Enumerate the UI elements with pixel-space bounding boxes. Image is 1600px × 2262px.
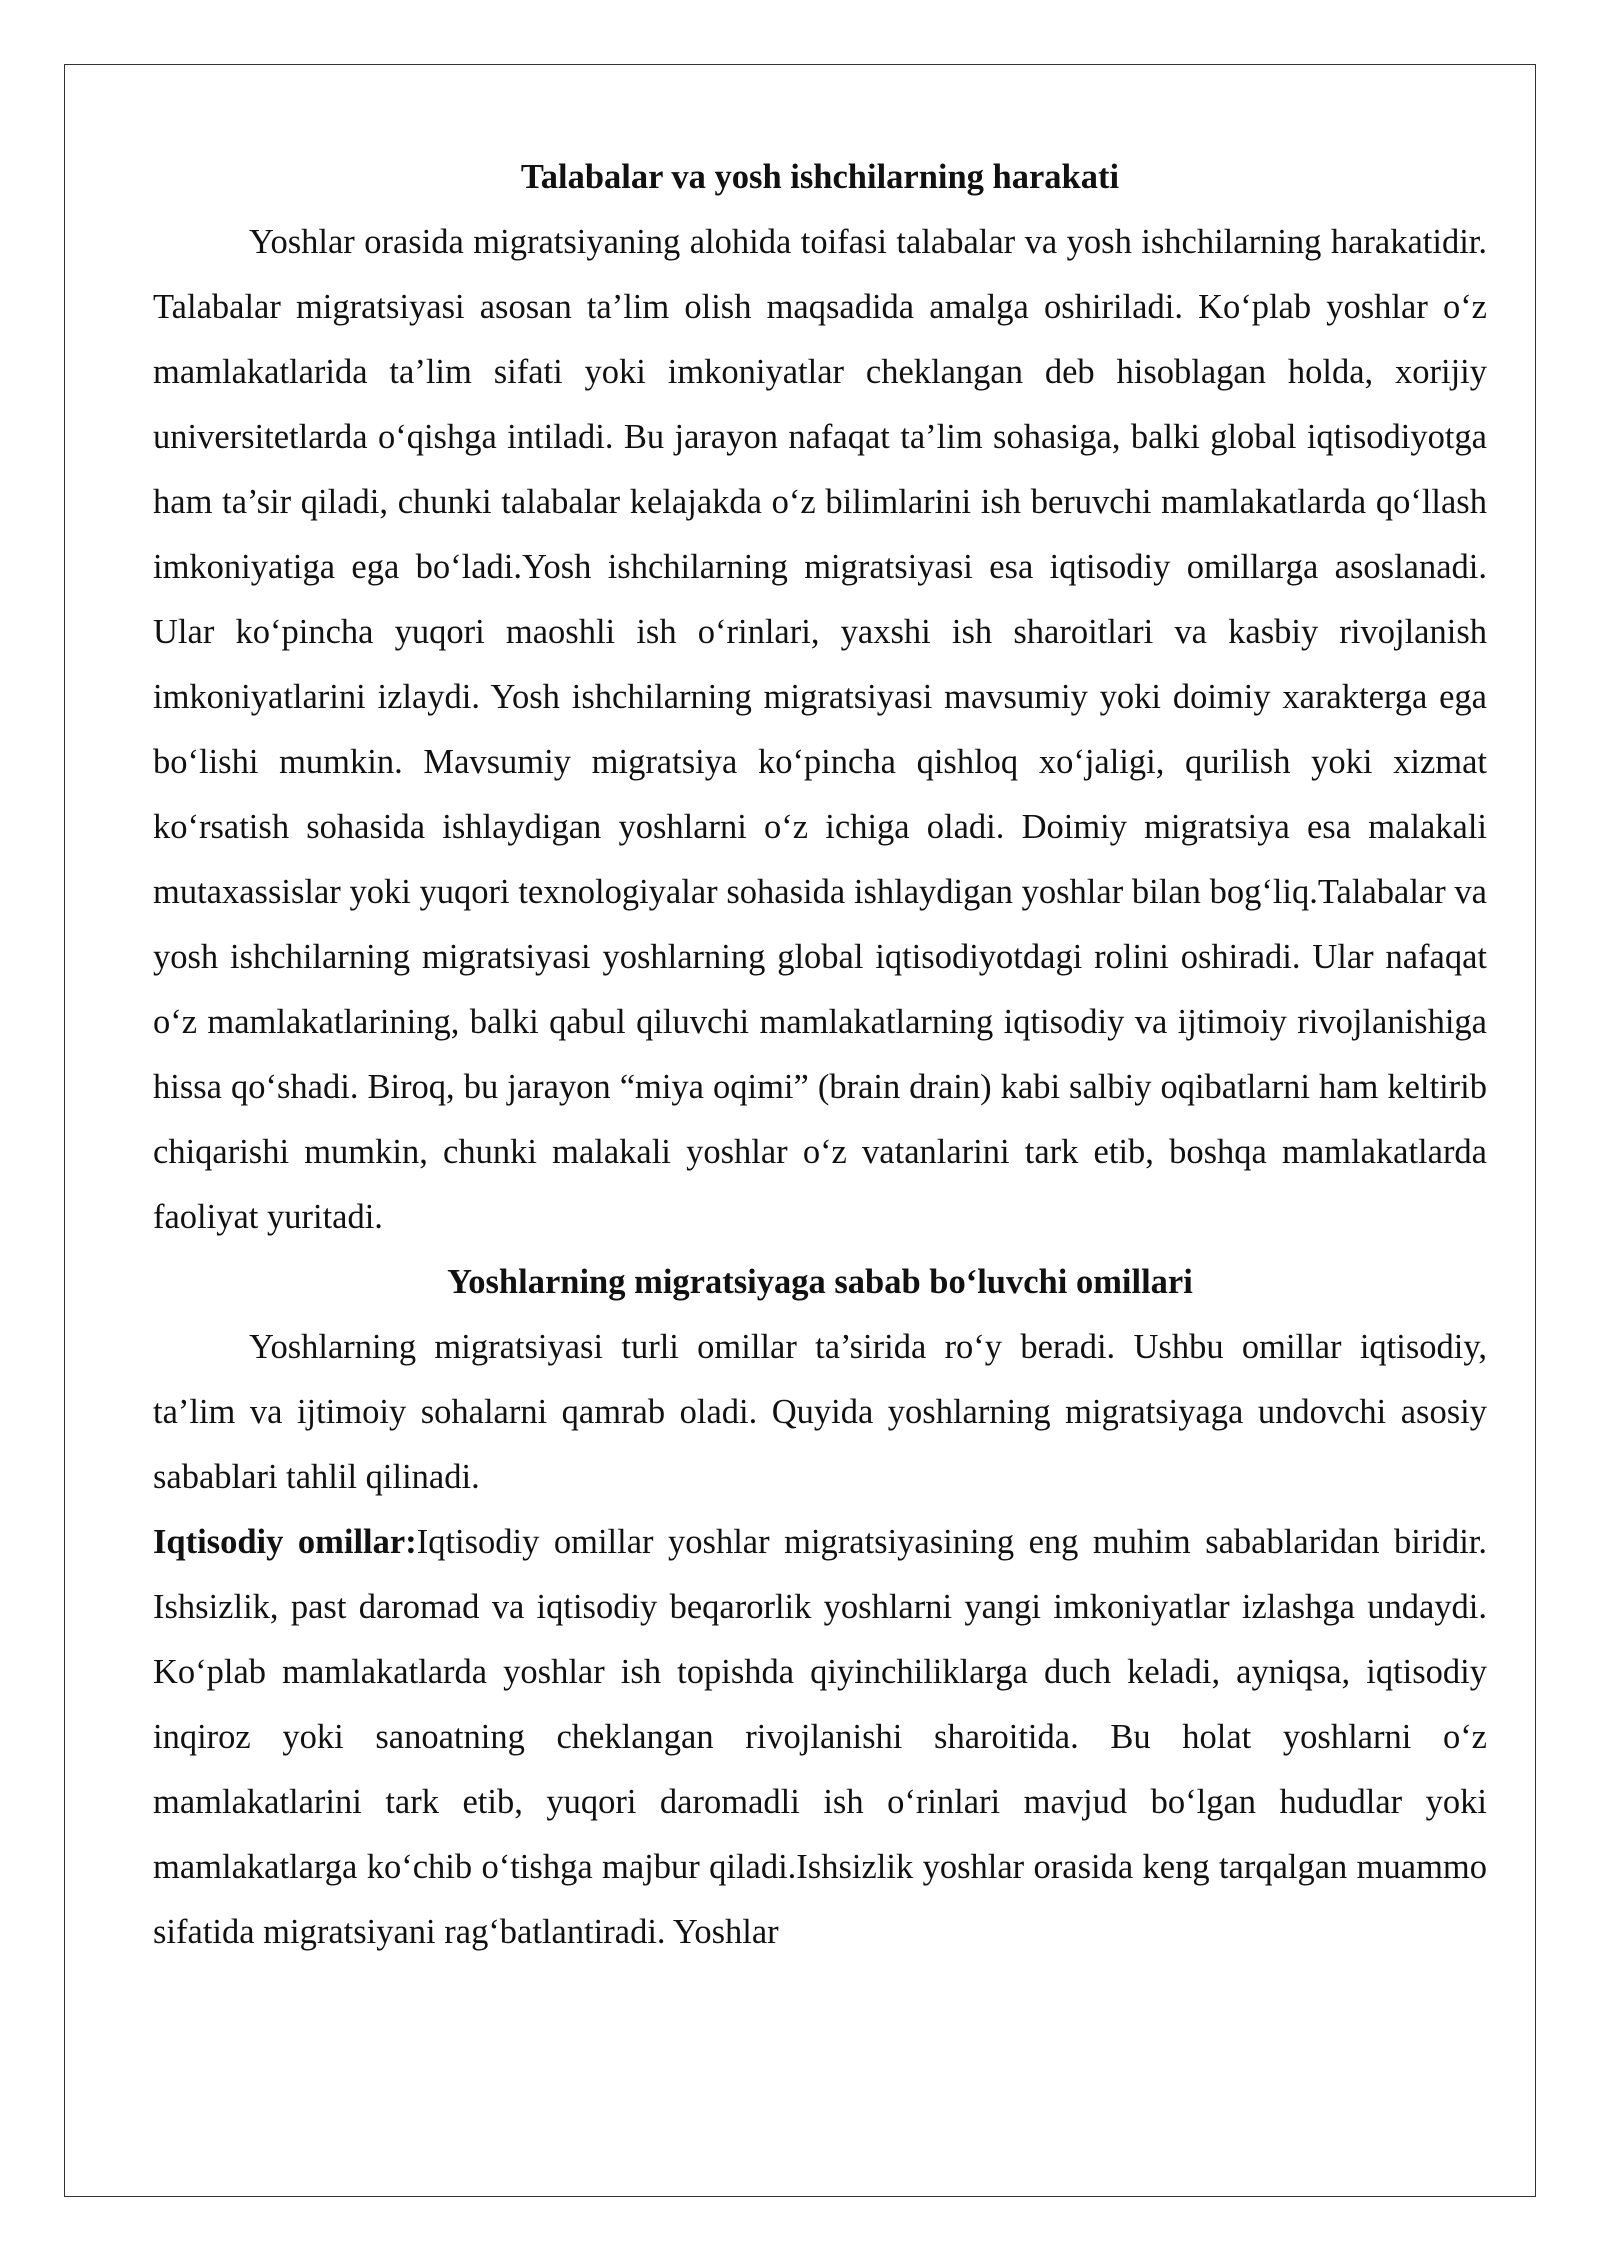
economic-factors-text: Iqtisodiy omillar yoshlar migratsiyasining eng muhim sabablaridan biridir. Ishsizlik, past daromad va iqtisodiy beqarorlik yoshlarni yangi imkoniyatlar izlashga undaydi. Koʻplab mamlakatlarda yoshlar ish topishda qiyinchiliklarga duch keladi, ayniqsa, iqtisodiy inqiroz yoki sanoatning cheklangan rivojlanishi sharoitida. Bu holat yoshlarni oʻz mamlakatlarini tark etib, yuqori daromadli ish oʻrinlari mavjud boʻlgan hududlar yoki mamlakatlarga koʻchib oʻtishga majbur qiladi.Ishsizlik yoshlar orasida keng tarqalgan muammo sifatida migratsiyani ragʻbatlantiradi. Yoshlar	[153, 1523, 1487, 1951]
paragraph-economic-factors	[153, 1510, 1487, 1965]
paragraph-migration-factors-intro: Yoshlarning migratsiyasi turli omillar ta’sirida roʻy beradi. Ushbu omillar iqtisodiy, ta’lim va ijtimoiy sohalarni qamrab oladi. Quyida yoshlarning migratsiyaga undovchi asosiy sabablari tahlil qilinadi.	[153, 1328, 1487, 1496]
paragraph-students-workers: Yoshlar orasida migratsiyaning alohida toifasi talabalar va yosh ishchilarning harakatidir. Talabalar migratsiyasi asosan ta’lim olish maqsadida amalga oshiriladi. Koʻplab yoshlar oʻz mamlakatlarida ta’lim sifati yoki imkoniyatlar cheklangan deb hisoblagan holda, xorijiy universitetlarda oʻqishga intiladi. Bu jarayon nafaqat ta’lim sohasiga, balki global iqtisodiyotga ham ta’sir qiladi, chunki talabalar kelajakda oʻz bilimlarini ish beruvchi mamlakatlarda qoʻllash imkoniyatiga ega boʻladi.Yosh ishchilarning migratsiyasi esa iqtisodiy omillarga asoslanadi. Ular koʻpincha yuqori maoshli ish oʻrinlari, yaxshi ish sharoitlari va kasbiy rivojlanish imkoniyatlarini izlaydi. Yosh ishchilarning migratsiyasi mavsumiy yoki doimiy xarakterga ega boʻlishi mumkin. Mavsumiy migratsiya koʻpincha qishloq xoʻjaligi, qurilish yoki xizmat koʻrsatish sohasida ishlaydigan yoshlarni oʻz ichiga oladi. Doimiy migratsiya esa malakali mutaxassislar yoki yuqori texnologiyalar sohasida ishlaydigan yoshlar bilan bogʻliq.Talabalar va yosh ishchilarning migratsiyasi yoshlarning global iqtisodiyotdagi rolini oshiradi. Ular nafaqat oʻz mamlakatlarining, balki qabul qiluvchi mamlakatlarning iqtisodiy va ijtimoiy rivojlanishiga hissa qoʻshadi. Biroq, bu jarayon “miya oqimi” (brain drain) kabi salbiy oqibatlarni ham keltirib chiqarishi mumkin, chunki malakali yoshlar oʻz vatanlarini tark etib, boshqa mamlakatlarda faoliyat yuritadi.	[153, 223, 1487, 1236]
section-heading-migration-factors: Yoshlarning migratsiyaga sabab boʻluvchi omillari	[447, 1263, 1193, 1301]
section-heading-students-workers: Talabalar va yosh ishchilarning harakati	[520, 158, 1120, 196]
economic-factors-label: Iqtisodiy omillar:	[153, 1523, 417, 1561]
document-body	[153, 145, 1487, 1965]
